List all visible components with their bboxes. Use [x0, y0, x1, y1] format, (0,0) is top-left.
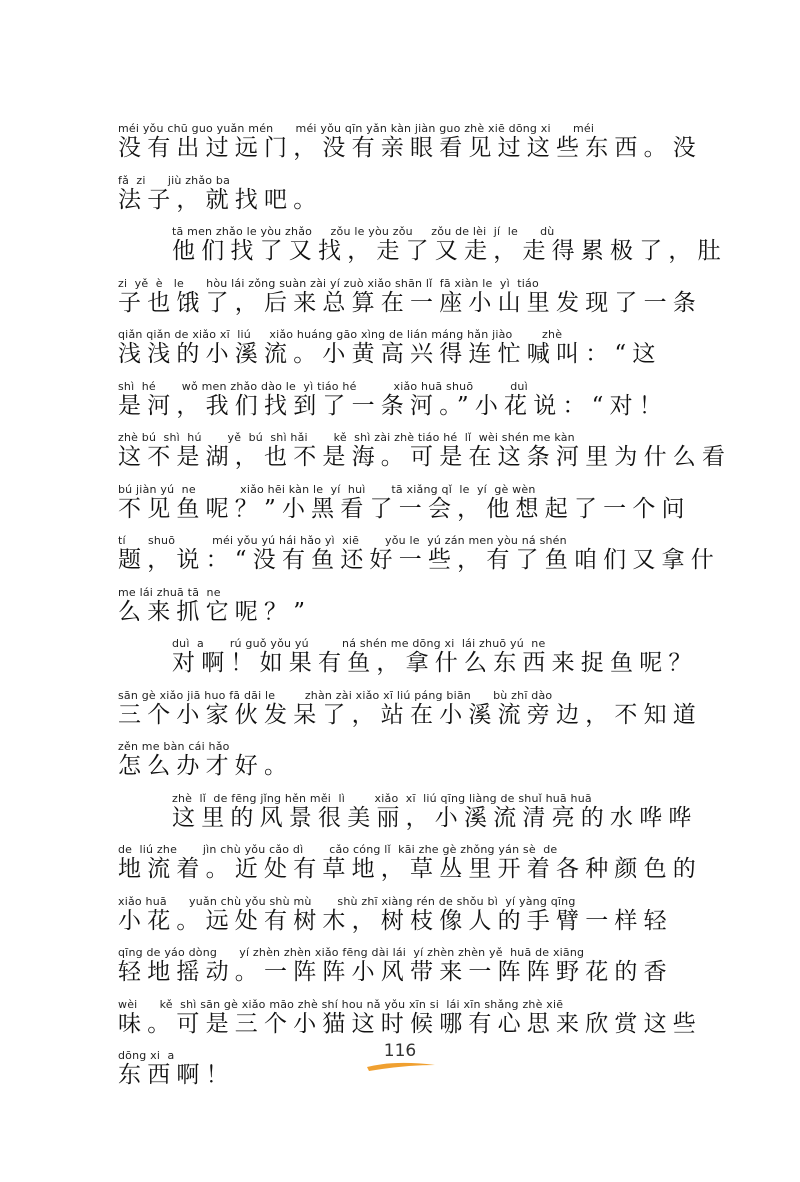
- hanzi-line: 子也饿了，后来总算在一座小山里发现了一条: [118, 289, 702, 316]
- text-line: [118, 681, 702, 733]
- pinyin-line: méi yǒu chū guo yuǎn mén méi yǒu qīn yǎn kàn jiàn guo zhè xiē dōng xi méi: [118, 122, 595, 135]
- text-line: [118, 423, 732, 475]
- story-text: [118, 114, 732, 1093]
- hanzi-line: 浅浅的小溪流。小黄高兴得连忙喊叫：“这: [118, 341, 662, 367]
- text-line: [118, 526, 720, 578]
- text-line: [118, 887, 688, 939]
- text-line: [118, 629, 698, 681]
- pinyin-line: bú jiàn yú ne xiǎo hēi kàn le yí huì tā xiǎng qǐ le yí gè wèn: [118, 482, 536, 496]
- pinyin-line: shì hé wǒ men zhǎo dào le yì tiáo hé xiǎo huā shuō duì: [118, 379, 528, 393]
- hanzi-line: 轻地摇动。一阵阵小风带来一阵阵野花的香: [118, 959, 673, 985]
- hanzi-line: 这里的风景很美丽，小溪流清亮的水哗哗: [172, 804, 698, 831]
- hanzi-line: 对啊！如果有鱼，拿什么东西来捉鱼呢？: [172, 650, 698, 676]
- text-line: [118, 166, 688, 218]
- hanzi-line: 这不是湖，也不是海。可是在这条河里为什么看: [118, 444, 732, 470]
- pinyin-line: qiǎn qiǎn de xiǎo xī liú xiǎo huáng gāo xìng de lián máng hǎn jiào zhè: [118, 328, 563, 341]
- hanzi-line: 小花。远处有树木，树枝像人的手臂一样轻: [118, 907, 673, 934]
- hanzi-line: 不见鱼呢？”小黑看了一会，他想起了一个问: [118, 495, 691, 522]
- hanzi-line: 东西啊！: [118, 1062, 235, 1088]
- text-line: [118, 835, 702, 887]
- text-line: [118, 938, 688, 990]
- pinyin-line: zhè lǐ de fēng jǐng hěn měi lì xiǎo xī liú qīng liàng de shuǐ huā huā: [172, 791, 592, 805]
- text-line: [118, 732, 688, 784]
- text-line: [118, 269, 702, 321]
- text-line: [118, 475, 691, 527]
- pinyin-line: dōng xi a: [118, 1049, 175, 1062]
- hanzi-line: 题，说：“没有鱼还好一些，有了鱼咱们又拿什: [118, 547, 720, 573]
- text-line: [118, 114, 702, 166]
- pinyin-line: xiǎo huā yuǎn chù yǒu shù mù shù zhī xiàng rén de shǒu bì yí yàng qīng: [118, 894, 576, 908]
- hanzi-line: 没有出过远门，没有亲眼看见过这些东西。没: [118, 135, 702, 161]
- text-line: [118, 217, 727, 269]
- pinyin-line: wèi kě shì sān gè xiǎo māo zhè shí hou nǎ yǒu xīn si lái xīn shǎng zhè xiē: [118, 997, 564, 1011]
- text-line: [118, 784, 698, 836]
- pinyin-line: tí shuō méi yǒu yú hái hǎo yì xiē yǒu le yú zán men yòu ná shén: [118, 534, 567, 547]
- pinyin-line: de liú zhe jìn chù yǒu cǎo dì cǎo cóng lǐ kāi zhe gè zhǒng yán sè de: [118, 843, 558, 856]
- text-line: [118, 372, 688, 424]
- pinyin-line: qīng de yáo dòng yí zhèn zhèn xiǎo fēng dài lái yí zhèn zhèn yě huā de xiāng: [118, 946, 585, 959]
- text-line: [118, 990, 702, 1042]
- hanzi-line: 三个小家伙发呆了，站在小溪流旁边，不知道: [118, 701, 702, 728]
- pinyin-line: sān gè xiǎo jiā huo fā dāi le zhàn zài xiǎo xī liú páng biān bù zhī dào: [118, 688, 553, 702]
- hanzi-line: 他们找了又找，走了又走，走得累极了，肚: [172, 238, 727, 264]
- hanzi-line: 么来抓它呢？”: [118, 598, 312, 625]
- page-number-swoosh: [365, 1059, 437, 1073]
- pinyin-line: duì a rú guǒ yǒu yú ná shén me dōng xi lái zhuō yú ne: [172, 637, 546, 650]
- pinyin-line: zhè bú shì hú yě bú shì hǎi kě shì zài zhè tiáo hé lǐ wèi shén me kàn: [118, 431, 575, 444]
- pinyin-line: zěn me bàn cái hǎo: [118, 740, 230, 753]
- pinyin-line: zi yě è le hòu lái zǒng suàn zài yí zuò xiǎo shān lǐ fā xiàn le yì tiáo: [118, 276, 539, 290]
- hanzi-line: 法子，就找吧。: [118, 186, 323, 213]
- text-line: [118, 320, 688, 372]
- hanzi-line: 是河，我们找到了一条河。”小花说：“对！: [118, 392, 669, 419]
- hanzi-line: 地流着。近处有草地，草丛里开着各种颜色的: [118, 856, 702, 882]
- pinyin-line: me lái zhuā tā ne: [118, 585, 221, 599]
- text-line: [118, 578, 688, 630]
- pinyin-line: fǎ zi jiù zhǎo ba: [118, 173, 231, 187]
- pinyin-line: tā men zhǎo le yòu zhǎo zǒu le yòu zǒu zǒu de lèi jí le dù: [172, 225, 555, 238]
- hanzi-line: 味。可是三个小猫这时候哪有心思来欣赏这些: [118, 1010, 702, 1037]
- page-number: 116: [383, 1041, 417, 1061]
- hanzi-line: 怎么办才好。: [118, 753, 294, 779]
